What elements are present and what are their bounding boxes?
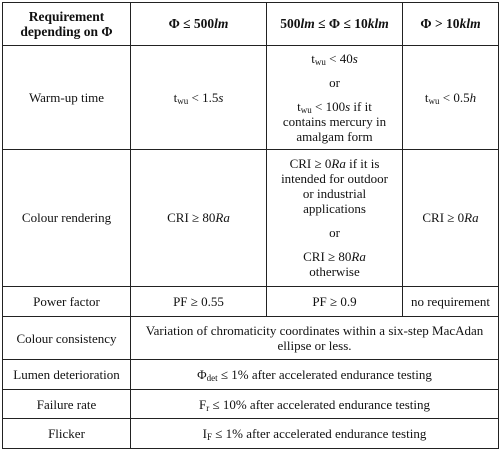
warmup-high: $t_{wu} < 0.5h$ — [403, 45, 499, 149]
warmup-label: Warm-up time — [3, 45, 131, 149]
row-warmup — [3, 45, 499, 149]
header-row — [3, 3, 499, 46]
colour-consistency-value: Variation of chromaticity coordinates within a six-step MacAdan ellipse or less. — [131, 317, 499, 360]
header-mid-flux: 500lm ≤ Φ ≤ 10klm — [267, 3, 403, 46]
colour-rendering-high: CRI ≥ 0Ra — [403, 149, 499, 286]
warmup-low: $t_{wu} < 1.5s$ — [131, 45, 267, 149]
header-low-flux: Φ ≤ 500lm — [131, 3, 267, 46]
flicker-label: Flicker — [3, 419, 131, 449]
power-factor-low: PF ≥ 0.55 — [131, 286, 267, 317]
failure-rate-label: Failure rate — [3, 389, 131, 419]
row-flicker — [3, 419, 499, 449]
colour-rendering-mid: CRI ≥ 0Ra if it is intended for outdoor or industrial applications or CRI ≥ 80Ra otherwise — [267, 149, 403, 286]
header-requirement: Requirement depending on Φ — [3, 3, 131, 46]
row-power-factor — [3, 286, 499, 317]
warmup-mid: $t_{wu} < 40s$ or $t_{wu} < 100s$ if it contains mercury in amalgam form — [267, 45, 403, 149]
row-lumen-deterioration — [3, 360, 499, 390]
power-factor-label: Power factor — [3, 286, 131, 317]
colour-rendering-or: or — [329, 225, 340, 241]
requirements-table-frame — [2, 2, 498, 449]
colour-consistency-label: Colour consistency — [3, 317, 131, 360]
failure-rate-value: $F_r \le 10\%$ after accelerated endurance testing — [131, 389, 499, 419]
power-factor-mid: PF ≥ 0.9 — [267, 286, 403, 317]
lumen-deterioration-label: Lumen deterioration — [3, 360, 131, 390]
row-colour-rendering — [3, 149, 499, 286]
header-high-flux: Φ > 10klm — [403, 3, 499, 46]
colour-rendering-low: CRI ≥ 80Ra — [131, 149, 267, 286]
lumen-deterioration-value: $\Phi_{det} \le 1\%$ after accelerated endurance testing — [131, 360, 499, 390]
warmup-or: or — [329, 74, 340, 90]
colour-rendering-label: Colour rendering — [3, 149, 131, 286]
row-failure-rate — [3, 389, 499, 419]
requirements-table — [2, 2, 499, 449]
flicker-value: $I_F \le 1\%$ after accelerated endurance testing — [131, 419, 499, 449]
row-colour-consistency — [3, 317, 499, 360]
power-factor-high: no requirement — [403, 286, 499, 317]
